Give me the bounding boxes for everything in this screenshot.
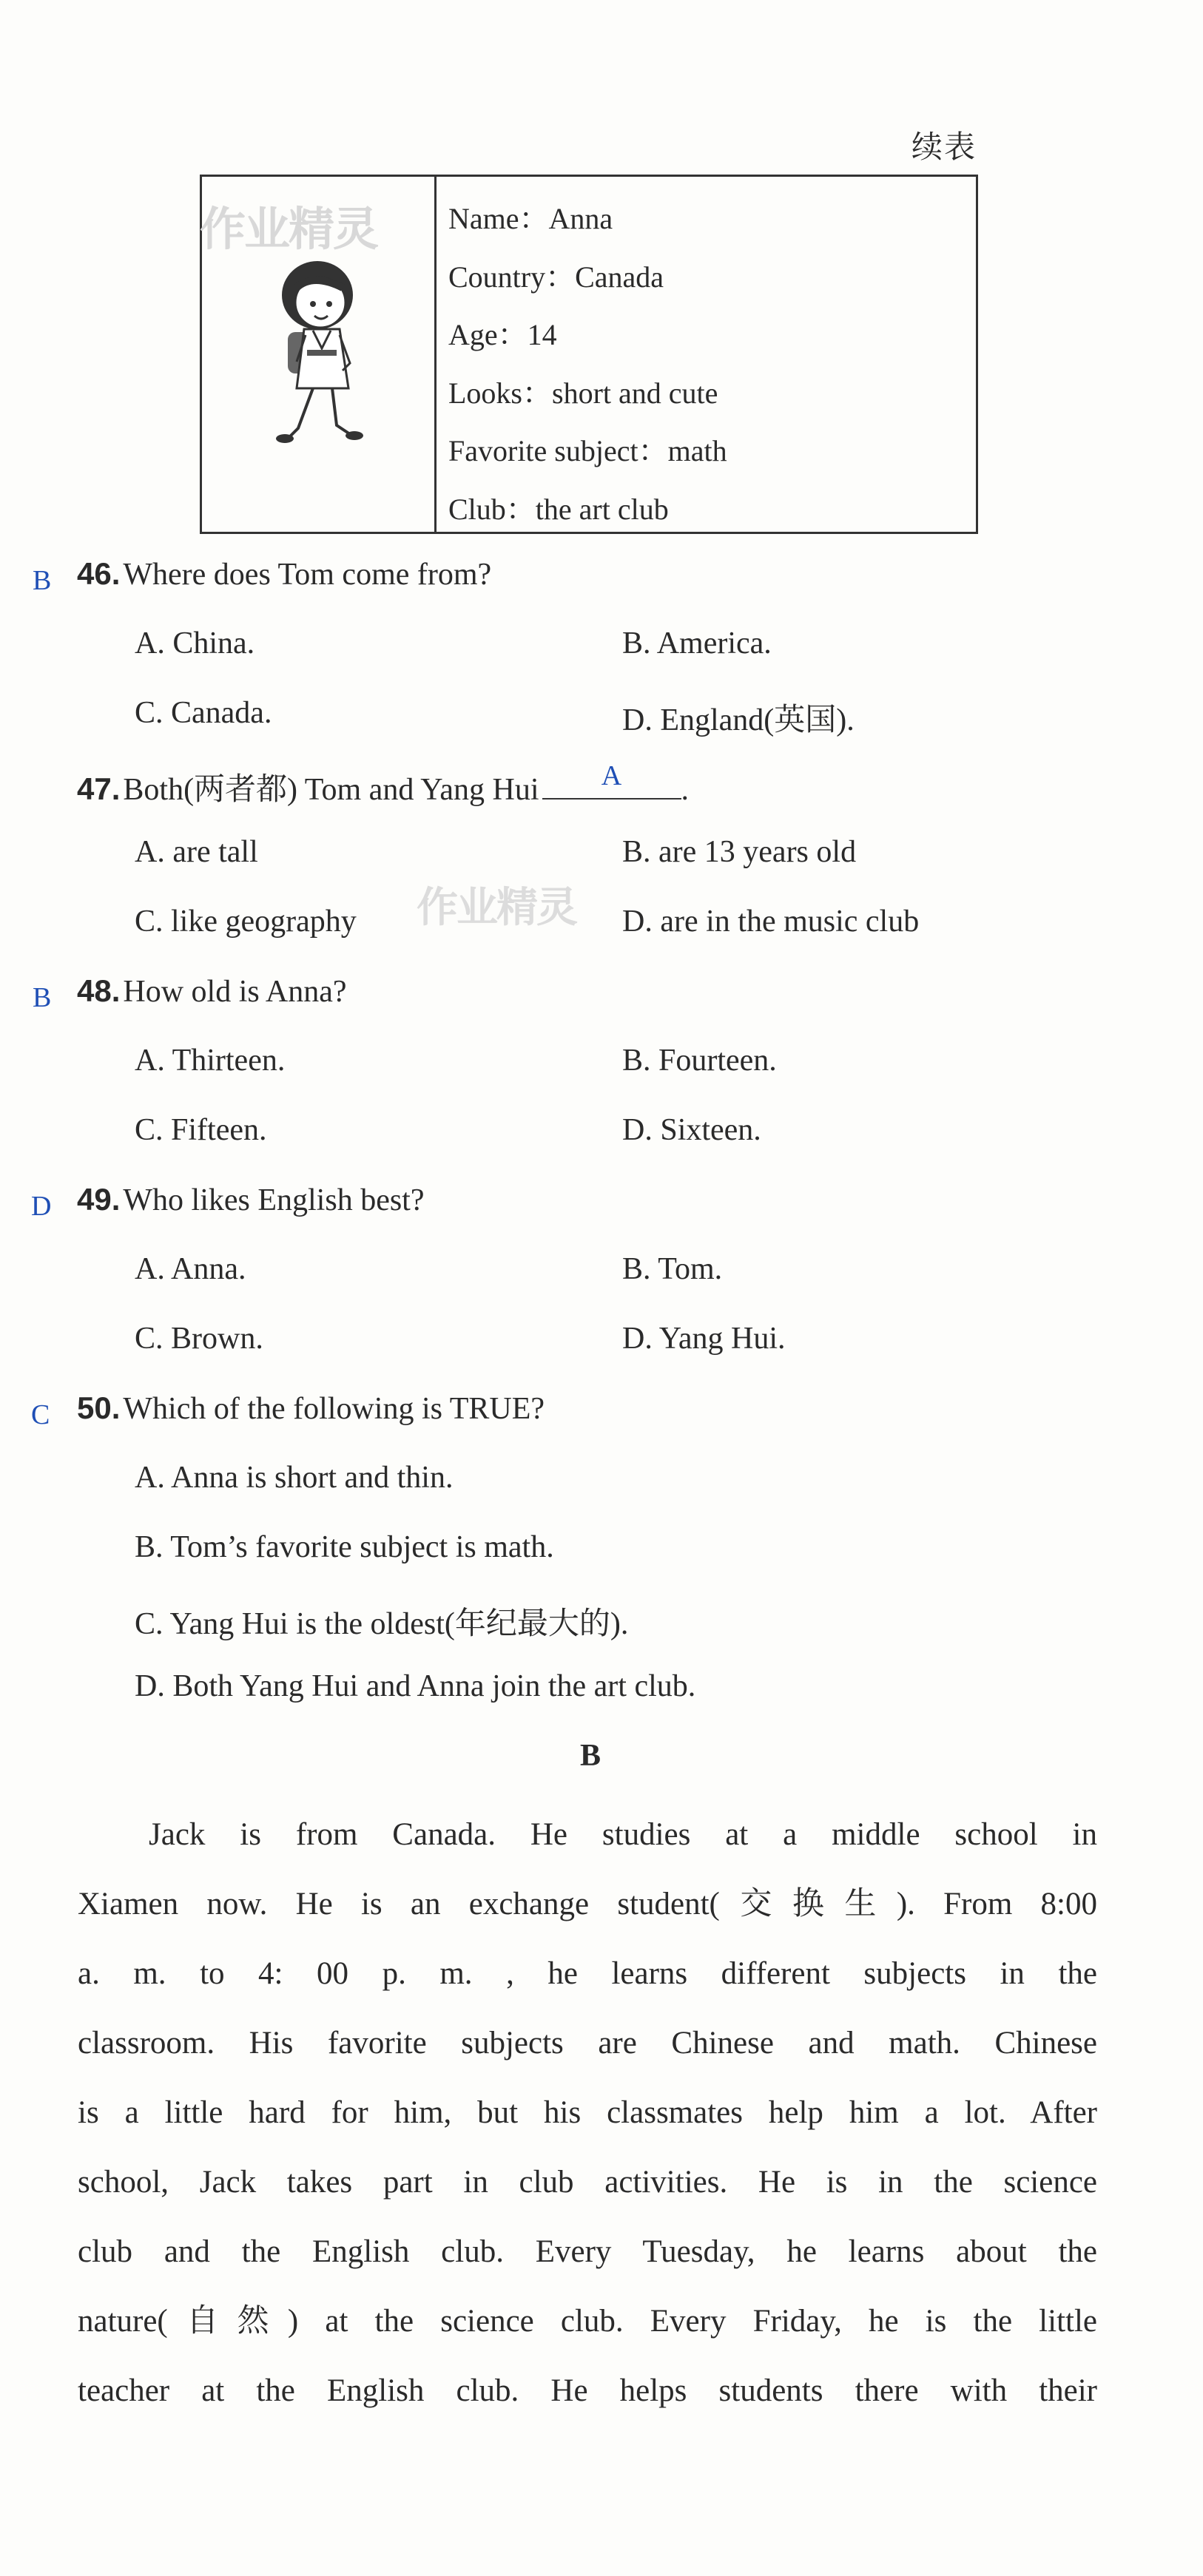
table-caption: 续表 xyxy=(911,131,977,165)
passage-line: Xiamen now. He is an exchange student(交换生). From 8:00 xyxy=(78,1887,1097,1921)
question-48 xyxy=(77,973,347,1010)
profile-age: Age：14 xyxy=(448,318,557,351)
profile-country: Country：Canada xyxy=(448,260,664,294)
answer-mark-48: B xyxy=(33,982,52,1013)
passage-line: Jack is from Canada. He studies at a middle school in xyxy=(149,1817,1097,1852)
answer-blank xyxy=(542,760,681,799)
answer-mark-46: B xyxy=(33,565,52,596)
question-47 xyxy=(77,760,690,809)
profile-info xyxy=(448,190,727,538)
option-48-a: A. Thirteen. xyxy=(135,1044,286,1078)
question-stem-end: . xyxy=(681,773,690,807)
question-49 xyxy=(77,1182,425,1218)
reading-passage xyxy=(78,1800,1097,2426)
passage-line: is a little hard for him, but his classmates help him a lot. After xyxy=(78,2095,1097,2130)
option-50-c: C. Yang Hui is the oldest(年纪最大的). xyxy=(135,1607,629,1641)
watermark-logo: 作业精灵 xyxy=(417,884,576,932)
question-stem: How old is Anna? xyxy=(123,975,347,1009)
passage-line: club and the English club. Every Tuesday, he learns about the xyxy=(78,2234,1097,2269)
option-49-d: D. Yang Hui. xyxy=(622,1322,786,1356)
option-46-a: A. China. xyxy=(135,626,255,660)
option-47-a: A. are tall xyxy=(135,835,258,869)
option-46-c: C. Canada. xyxy=(135,696,272,730)
option-47-b: B. are 13 years old xyxy=(622,835,857,869)
option-50-b: B. Tom’s favorite subject is math. xyxy=(135,1530,554,1564)
question-number: 47. xyxy=(77,771,121,806)
option-46-d: D. England(英国). xyxy=(622,703,855,737)
question-stem: Both(两者都) Tom and Yang Hui xyxy=(123,773,539,807)
profile-club: Club：the art club xyxy=(448,492,669,526)
option-49-c: C. Brown. xyxy=(135,1322,263,1356)
watermark-logo: 作业精灵 xyxy=(200,202,378,256)
section-heading: B xyxy=(579,1739,601,1773)
blank-answer: A xyxy=(601,760,622,791)
option-50-a: A. Anna is short and thin. xyxy=(135,1461,454,1495)
option-46-b: B. America. xyxy=(622,626,772,660)
passage-line: school, Jack takes part in club activities. He is in the science xyxy=(78,2165,1097,2200)
option-48-b: B. Fourteen. xyxy=(622,1044,777,1078)
option-47-c: C. like geography xyxy=(135,905,357,939)
question-number: 49. xyxy=(77,1182,121,1217)
profile-looks: Looks：short and cute xyxy=(448,376,718,410)
answer-mark-49: D xyxy=(31,1191,52,1222)
profile-favorite-subject: Favorite subject：math xyxy=(448,434,727,467)
question-stem: Who likes English best? xyxy=(123,1183,425,1217)
question-stem: Where does Tom come from? xyxy=(123,558,492,592)
option-48-c: C. Fifteen. xyxy=(135,1113,267,1147)
option-50-d: D. Both Yang Hui and Anna join the art club. xyxy=(135,1669,696,1703)
passage-line: nature(自然) at the science club. Every Friday, he is the little xyxy=(78,2304,1097,2339)
option-48-d: D. Sixteen. xyxy=(622,1113,761,1147)
passage-line: classroom. His favorite subjects are Chinese and math. Chinese xyxy=(78,2026,1097,2061)
option-49-a: A. Anna. xyxy=(135,1252,246,1286)
profile-name: Name：Anna xyxy=(448,202,613,235)
question-46 xyxy=(77,556,491,592)
option-49-b: B. Tom. xyxy=(622,1252,723,1286)
option-47-d: D. are in the music club xyxy=(622,905,920,939)
question-number: 46. xyxy=(77,556,121,591)
question-stem: Which of the following is TRUE? xyxy=(123,1392,545,1426)
question-number: 48. xyxy=(77,973,121,1008)
passage-line: teacher at the English club. He helps students there with their xyxy=(78,2373,1097,2408)
question-50 xyxy=(77,1390,545,1427)
passage-line: a. m. to 4: 00 p. m. , he learns different subjects in the xyxy=(78,1956,1097,1991)
question-number: 50. xyxy=(77,1390,121,1425)
answer-mark-50: C xyxy=(31,1399,50,1430)
